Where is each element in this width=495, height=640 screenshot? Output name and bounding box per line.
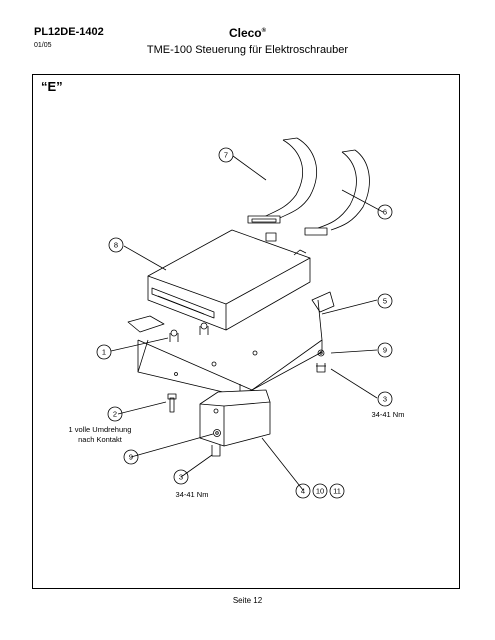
ribbon-cable-7 — [248, 138, 317, 223]
torque-note-right: 34-41 Nm — [371, 410, 405, 419]
instruction-line-1: 1 volle Umdrehung — [68, 425, 132, 434]
document-id: PL12DE-1402 — [34, 26, 104, 38]
callout-6: 6 — [382, 207, 388, 217]
page-number: Seite 12 — [232, 596, 263, 605]
drive-module-8 — [148, 230, 310, 330]
callout-11: 11 — [333, 486, 341, 496]
ribbon-cable-6 — [305, 150, 369, 235]
callout-9-right: 9 — [382, 345, 388, 355]
screw-2 — [168, 394, 176, 412]
callout-10: 10 — [315, 486, 325, 496]
callout-1: 1 — [101, 347, 107, 357]
document-date: 01/05 — [34, 42, 52, 49]
callout-2: 2 — [112, 409, 118, 419]
callout-3-right: 3 — [382, 394, 388, 404]
brand-name: Cleco — [228, 26, 262, 40]
mounting-bracket-5 — [128, 292, 334, 396]
lower-box-4 — [200, 390, 270, 446]
document-subtitle: TME-100 Steuerung für Elektroschrauber — [146, 44, 349, 56]
callout-3-lower: 3 — [178, 472, 184, 482]
instruction-line-2: nach Kontakt — [78, 435, 122, 444]
callout-8: 8 — [113, 240, 119, 250]
torque-note-bottom: 34-41 Nm — [175, 490, 209, 499]
callout-4: 4 — [300, 486, 306, 496]
callout-9-lower: 9 — [128, 452, 134, 462]
callout-5: 5 — [382, 296, 388, 306]
callout-7: 7 — [223, 150, 229, 160]
figure-tag: “E” — [41, 79, 63, 94]
registered-mark: ® — [261, 28, 267, 34]
